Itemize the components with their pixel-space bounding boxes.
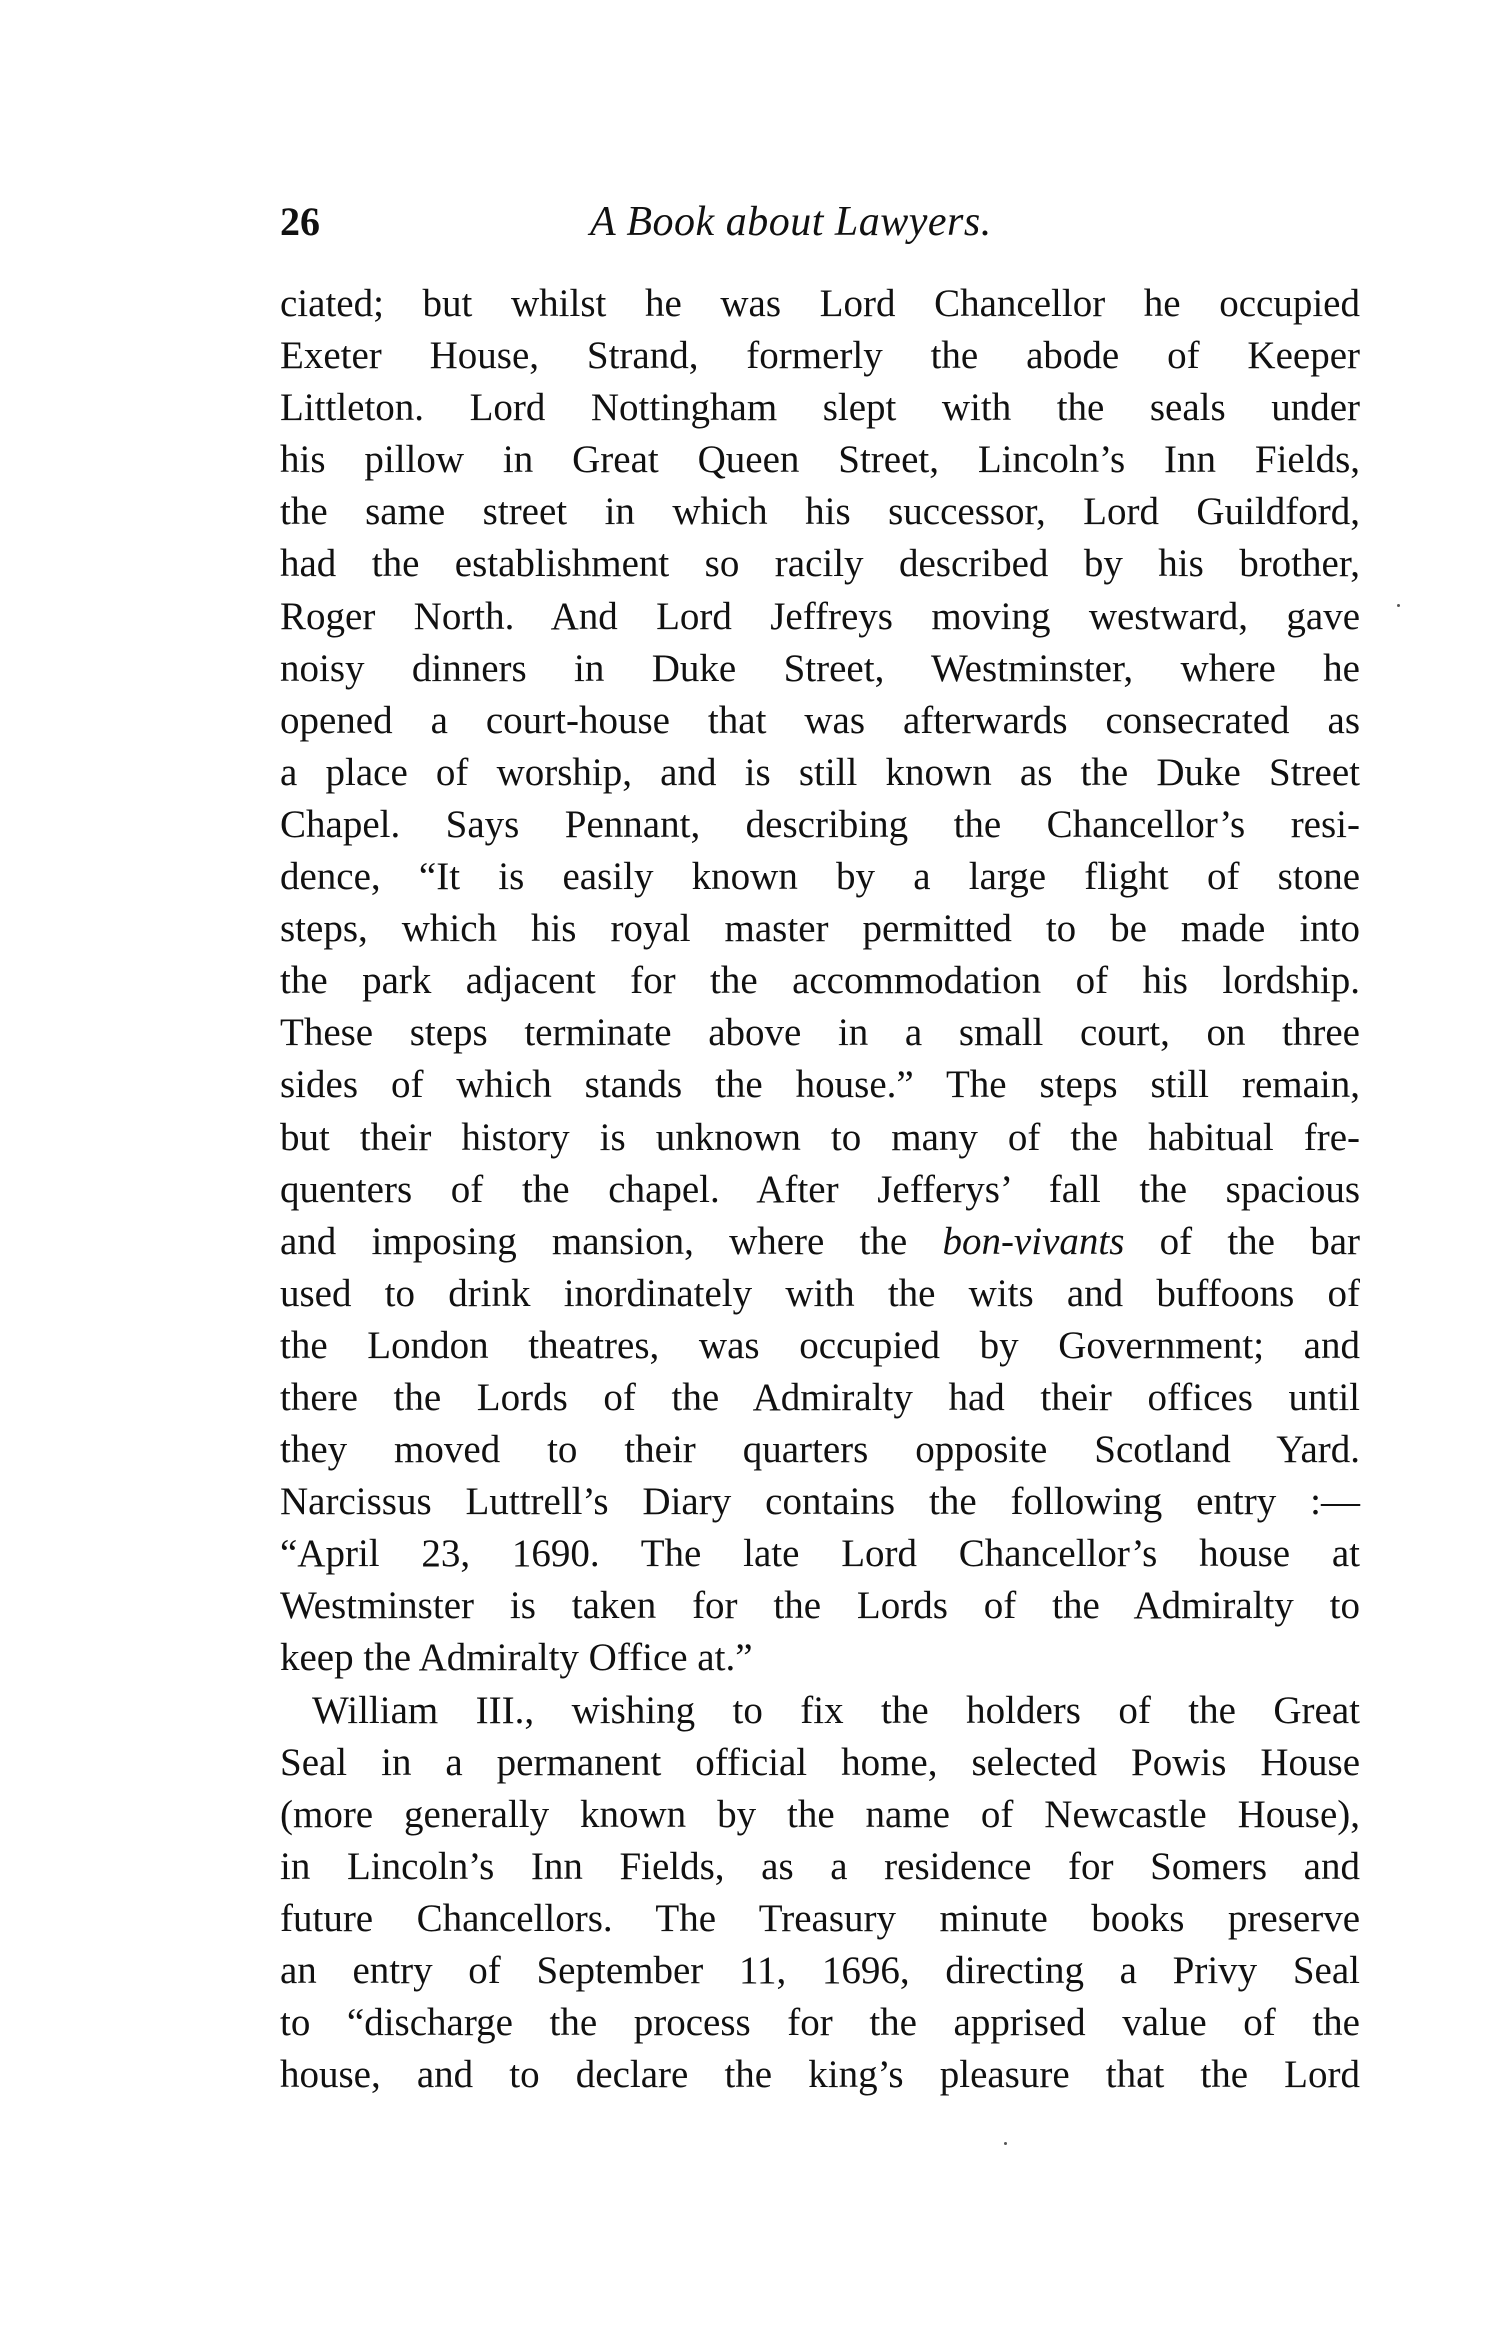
text-line: Chapel. Says Pennant, describing the Chancellor’s resi- <box>280 802 1360 846</box>
text-line: keep the Admiralty Office at.” <box>280 1636 753 1680</box>
text-line: opened a court-house that was afterwards consecrated as <box>280 698 1360 742</box>
text-line: had the establishment so racily described by his brother, <box>280 542 1360 586</box>
text-segment: of the bar <box>1124 1219 1360 1263</box>
text-line: there the Lords of the Admiralty had their offices until <box>280 1375 1360 1419</box>
text-line <box>280 1216 1360 1268</box>
text-line: sides of which stands the house.” The steps still remain, <box>280 1063 1360 1107</box>
italic-phrase: bon-vivants <box>942 1219 1125 1263</box>
print-speck <box>1397 604 1400 607</box>
text-line: house, and to declare the king’s pleasure that the Lord <box>280 2053 1360 2097</box>
page-header <box>280 192 1360 252</box>
text-line: Westminster is taken for the Lords of the Admiralty to <box>280 1584 1360 1628</box>
text-line: his pillow in Great Queen Street, Lincoln’s Inn Fields, <box>280 438 1360 482</box>
text-line: the London theatres, was occupied by Government; and <box>280 1323 1360 1367</box>
text-line: Narcissus Luttrell’s Diary contains the following entry :— <box>280 1480 1360 1524</box>
body-text <box>280 278 1360 2101</box>
text-line: the park adjacent for the accommodation of his lordship. <box>280 959 1360 1003</box>
print-speck <box>1004 2142 1007 2145</box>
text-line: steps, which his royal master permitted to be made into <box>280 907 1360 951</box>
text-line: to “discharge the process for the apprised value of the <box>280 2001 1360 2045</box>
text-line: Seal in a permanent official home, selected Powis House <box>280 1740 1360 1784</box>
text-line: (more generally known by the name of Newcastle House), <box>280 1792 1360 1836</box>
text-line: they moved to their quarters opposite Scotland Yard. <box>280 1428 1360 1472</box>
text-line: used to drink inordinately with the wits and buffoons of <box>280 1271 1360 1315</box>
page-number: 26 <box>280 199 320 244</box>
text-line: noisy dinners in Duke Street, Westminster, where he <box>280 646 1360 690</box>
text-line: quenters of the chapel. After Jefferys’ fall the spacious <box>280 1167 1360 1211</box>
text-line: Exeter House, Strand, formerly the abode of Keeper <box>280 334 1360 378</box>
text-line: but their history is unknown to many of the habitual fre- <box>280 1115 1360 1159</box>
text-line: These steps terminate above in a small court, on three <box>280 1011 1360 1055</box>
text-line: Littleton. Lord Nottingham slept with the seals under <box>280 386 1360 430</box>
text-line: the same street in which his successor, Lord Guildford, <box>280 490 1360 534</box>
text-line: future Chancellors. The Treasury minute books preserve <box>280 1896 1360 1940</box>
text-line: dence, “It is easily known by a large flight of stone <box>280 855 1360 899</box>
text-line: a place of worship, and is still known as the Duke Street <box>280 750 1360 794</box>
running-title: A Book about Lawyers. <box>590 199 992 245</box>
text-line: ciated; but whilst he was Lord Chancellor he occupied <box>280 282 1360 325</box>
text-line: an entry of September 11, 1696, directing a Privy Seal <box>280 1949 1360 1992</box>
text-segment: and imposing mansion, where the <box>280 1219 943 1263</box>
text-line: in Lincoln’s Inn Fields, as a residence for Somers and <box>280 1844 1360 1888</box>
text-line: Roger North. And Lord Jeffreys moving westward, gave <box>280 594 1360 638</box>
text-line: “April 23, 1690. The late Lord Chancellor’s house at <box>280 1532 1360 1576</box>
text-line: William III., wishing to fix the holders of the Great <box>312 1688 1360 1732</box>
